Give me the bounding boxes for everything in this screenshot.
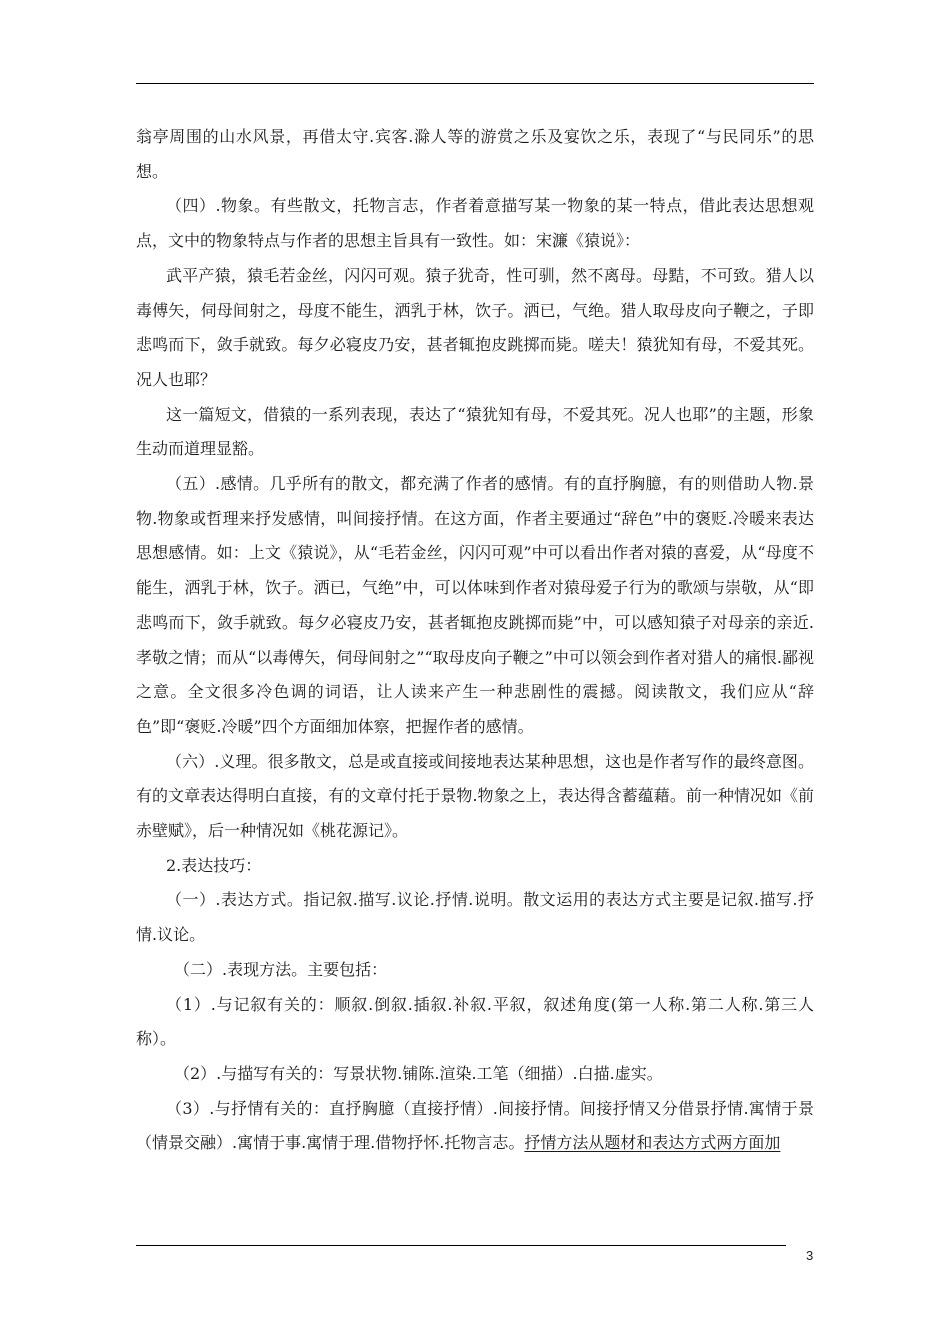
footer-rule xyxy=(136,1245,786,1246)
header-rule xyxy=(136,83,814,84)
paragraph-yuanshuo-analysis: 这一篇短文，借猿的一系列表现，表达了“猿犹知有母，不爱其死。况人也耶”的主题，形象生动而道理显豁。 xyxy=(136,404,814,459)
paragraph-ganqing: （五）.感情。几乎所有的散文，都充满了作者的感情。有的直抒胸臆，有的则借助人物.景物.物象或哲理来抒发感情，叫间接抒情。在这方面，作者主要通过“辞色”中的褒贬.冷暖来表达思想感情。如：上文《猿说》，从“毛若金丝，闪闪可观”中可以看出作者对猿的喜爱，从“母度不能生，洒乳于林，饮子。洒已，气绝”中，可以体味到作者对猿母爱子行为的歌颂与崇敬，从“即悲鸣而下，敛手就致。每夕必寝皮乃安，甚者辄抱皮跳掷而毙”中，可以感知猿子对母亲的亲近.孝敬之情；而从“以毒傅矢，伺母间射之”“取母皮向子鞭之”中可以领会到作者对猎人的痛恨.鄙视之意。全文很多冷色调的词语，让人读来产生一种悲剧性的震撼。阅读散文，我们应从“辞色”即“褒贬.冷暖”四个方面细加体察，把握作者的感情。 xyxy=(136,474,814,736)
document-body xyxy=(136,120,814,1161)
paragraph-biaoxian-fangfa: （二）.表现方法。主要包括： xyxy=(174,959,388,979)
list-item-shuqing-text: （3）.与抒情有关的：直抒胸臆（直接抒情）.间接抒情。间接抒情又分借景抒情.寓情于景（情景交融）.寓情于事.寓情于理.借物抒怀.托物言志。 xyxy=(136,1098,814,1153)
paragraph-biaoda-fangshi: （一）.表达方式。指记叙.描写.议论.抒情.说明。散文运用的表达方式主要是记叙.描写.抒情.议论。 xyxy=(136,890,814,945)
underlined-phrase: 抒情方法从题材和表达方式两方面加 xyxy=(524,1133,781,1153)
list-item-miaoxie: （2）.与描写有关的：写景状物.铺陈.渲染.工笔（细描）.白描.虚实。 xyxy=(174,1063,663,1083)
paragraph-yili: （六）.义理。很多散文，总是或直接或间接地表达某种思想，这也是作者写作的最终意图。有的文章表达得明白直接，有的文章付托于景物.物象之上，表达得含蓄蕴藉。前一种情况如《前赤壁赋》，后一种情况如《桃花源记》。 xyxy=(136,751,814,841)
paragraph-yuanshuo-quote: 武平产猿，猿毛若金丝，闪闪可观。猿子犹奇，性可驯，然不离母。母黠，不可致。猎人以毒傅矢，伺母间射之，母度不能生，洒乳于林，饮子。洒已，气绝。猎人取母皮向子鞭之，子即悲鸣而下，敛手就致。每夕必寝皮乃安，甚者辄抱皮跳掷而毙。嗟夫！猿犹知有母，不爱其死。况人也耶？ xyxy=(136,265,814,389)
paragraph-wuxiang: （四）.物象。有些散文，托物言志，作者着意描写某一物象的某一特点，借此表达思想观点，文中的物象特点与作者的思想主旨具有一致性。如：宋濂《猿说》： xyxy=(136,196,814,251)
page-number: 3 xyxy=(806,1248,814,1263)
section-heading-biaoda-jiqiao: 2.表达技巧： xyxy=(166,855,262,875)
list-item-shuqing xyxy=(136,1092,814,1161)
list-item-jixu: （1）.与记叙有关的：顺叙.倒叙.插叙.补叙.平叙，叙述角度(第一人称.第二人称.第三人称）。 xyxy=(136,994,814,1049)
paragraph-zuiweng-conclusion: 翁亭周围的山水风景，再借太守.宾客.滁人等的游赏之乐及宴饮之乐，表现了“与民同乐”的思想。 xyxy=(136,127,814,181)
